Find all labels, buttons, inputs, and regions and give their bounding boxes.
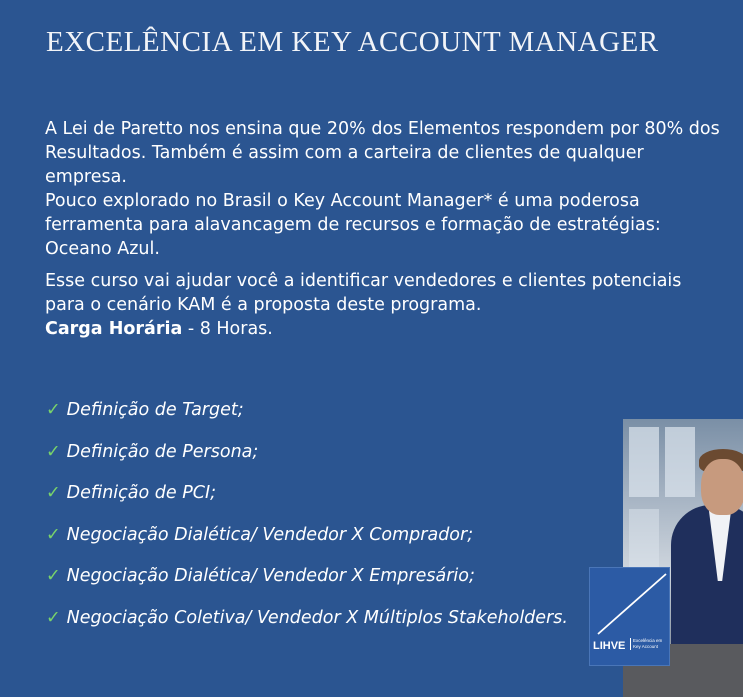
topic-text: Negociação Dialética/ Vendedor X Comprador; [66,524,474,545]
check-icon: ✓ [46,524,61,545]
check-icon: ✓ [46,607,61,628]
topic-text: Definição de PCI; [66,483,217,503]
description [45,117,725,341]
list-item [46,525,568,567]
check-icon: ✓ [46,441,61,462]
workload-label: Carga Horária [45,319,183,339]
list-item [46,608,568,650]
check-icon: ✓ [46,400,61,420]
topic-text: Negociação Dialética/ Vendedor X Empresário; [66,566,475,586]
topic-text: Negociação Coletiva/ Vendedor X Múltiplos Stakeholders. [66,607,568,628]
topic-text: Definição de Persona; [66,441,259,462]
paragraph-course: Esse curso vai ajudar você a identificar vendedores e clientes potenciais para o cenário KAM é a proposta deste programa. [45,271,682,315]
topics-list [46,400,568,649]
list-item [46,483,568,525]
logo-wordmark: LIHVE [593,640,626,652]
workload-line [45,317,725,341]
page-title: EXCELÊNCIA EM KEY ACCOUNT MANAGER [46,26,659,58]
paragraph-pareto: A Lei de Paretto nos ensina que 20% dos Elementos respondem por 80% dos Resultados. Também é assim com a carteira de clientes de qualquer empresa. [45,119,720,187]
paragraph-kam: Pouco explorado no Brasil o Key Account Manager* é uma poderosa ferramenta para alavancagem de recursos e formação de estratégias: Oceano Azul. [45,191,661,259]
logo-subtitle: Excelência em Key Account [630,638,671,650]
lihve-logo [589,567,670,666]
workload-value: - 8 Horas. [182,319,273,339]
list-item [46,442,568,484]
list-item [46,566,568,608]
check-icon: ✓ [46,566,61,586]
check-icon: ✓ [46,483,61,503]
list-item [46,400,568,442]
topic-text: Definição de Target; [66,400,244,420]
